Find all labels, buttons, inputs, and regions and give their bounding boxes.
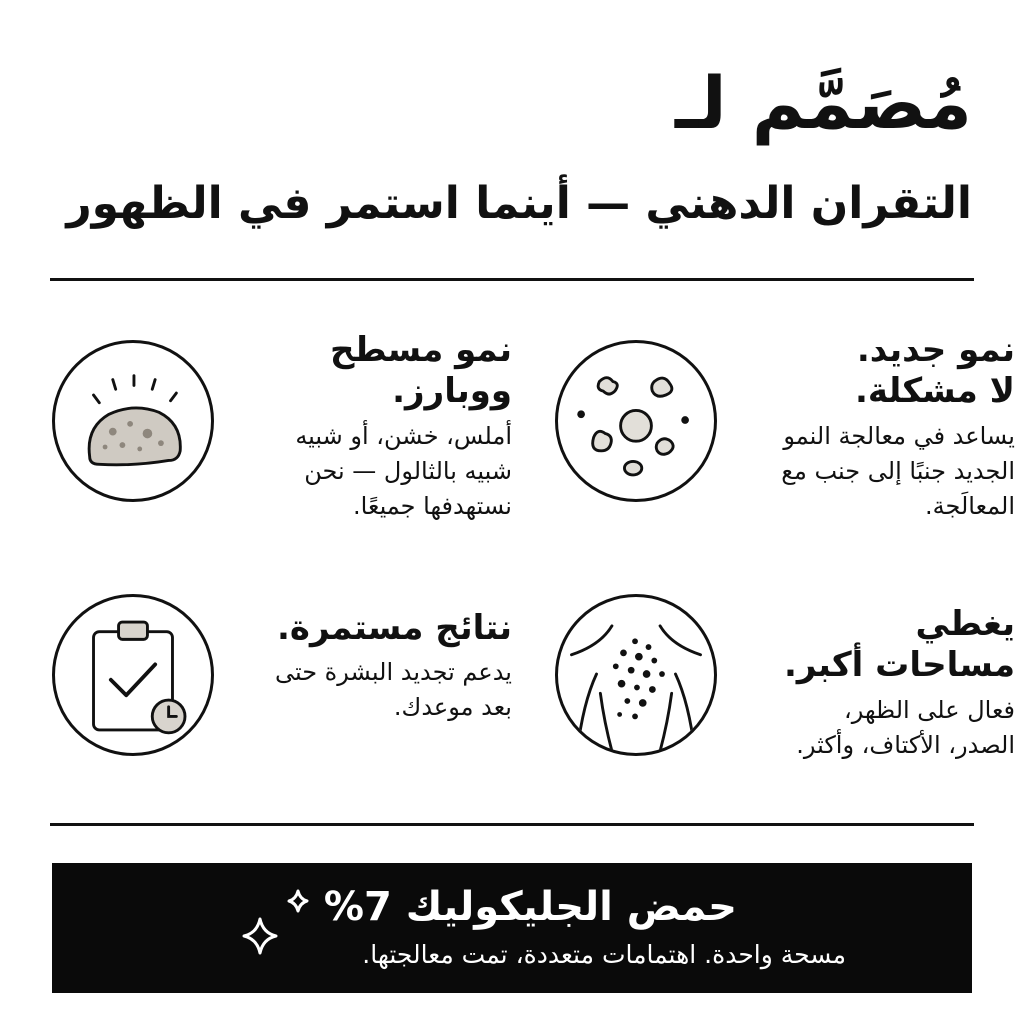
banner-subtitle: مسحة واحدة. اهتمامات متعددة، تمت معالجتها. [362,940,846,969]
feature-description: فعال على الظهر، الصدر، الأكتاف، وأكثر. [796,695,1015,759]
banner-title: حمض الجليكوليك 7% [323,884,737,930]
feature-title-line2: مساحات أكبر. [783,645,1015,686]
feature-title [775,604,1015,687]
back-torso-icon [555,594,717,756]
glycolic-banner [52,863,972,993]
feature-text [262,608,512,725]
divider-bottom [50,823,974,826]
feature-description: يدعم تجديد البشرة حتى بعد موعدك. [274,658,512,722]
feature-title-line1: نمو مسطح [330,330,512,370]
page-subtitle: التقران الدهني — أينما استمر في الظهور [66,178,972,229]
feature-title-line1: نمو جديد. [856,330,1015,370]
sparkle-icon [232,885,322,965]
divider-top [50,278,974,281]
feature-title: نتائج مستمرة. [277,608,512,648]
feature-text [775,604,1015,763]
feature-text [765,330,1015,523]
feature-text [252,330,512,523]
feature-title [252,330,512,413]
feature-title-line2: ووبارز. [392,371,512,412]
feature-title-line1: يغطي [915,604,1015,644]
feature-title-line2: لا مشكلة. [855,371,1015,412]
feature-title [765,330,1015,413]
page-title: مُصَمَّم لـ [675,61,972,145]
feature-description: يساعد في معالجة النمو الجديد جنبًا إلى جنب مع المعالَجة. [781,421,1015,520]
clipboard-clock-icon [52,594,214,756]
spots-icon [555,340,717,502]
raised-growth-icon [52,340,214,502]
feature-description: أملس، خشن، أو شبيه شبيه بالثالول — نحن نستهدفها جميعًا. [295,421,512,520]
